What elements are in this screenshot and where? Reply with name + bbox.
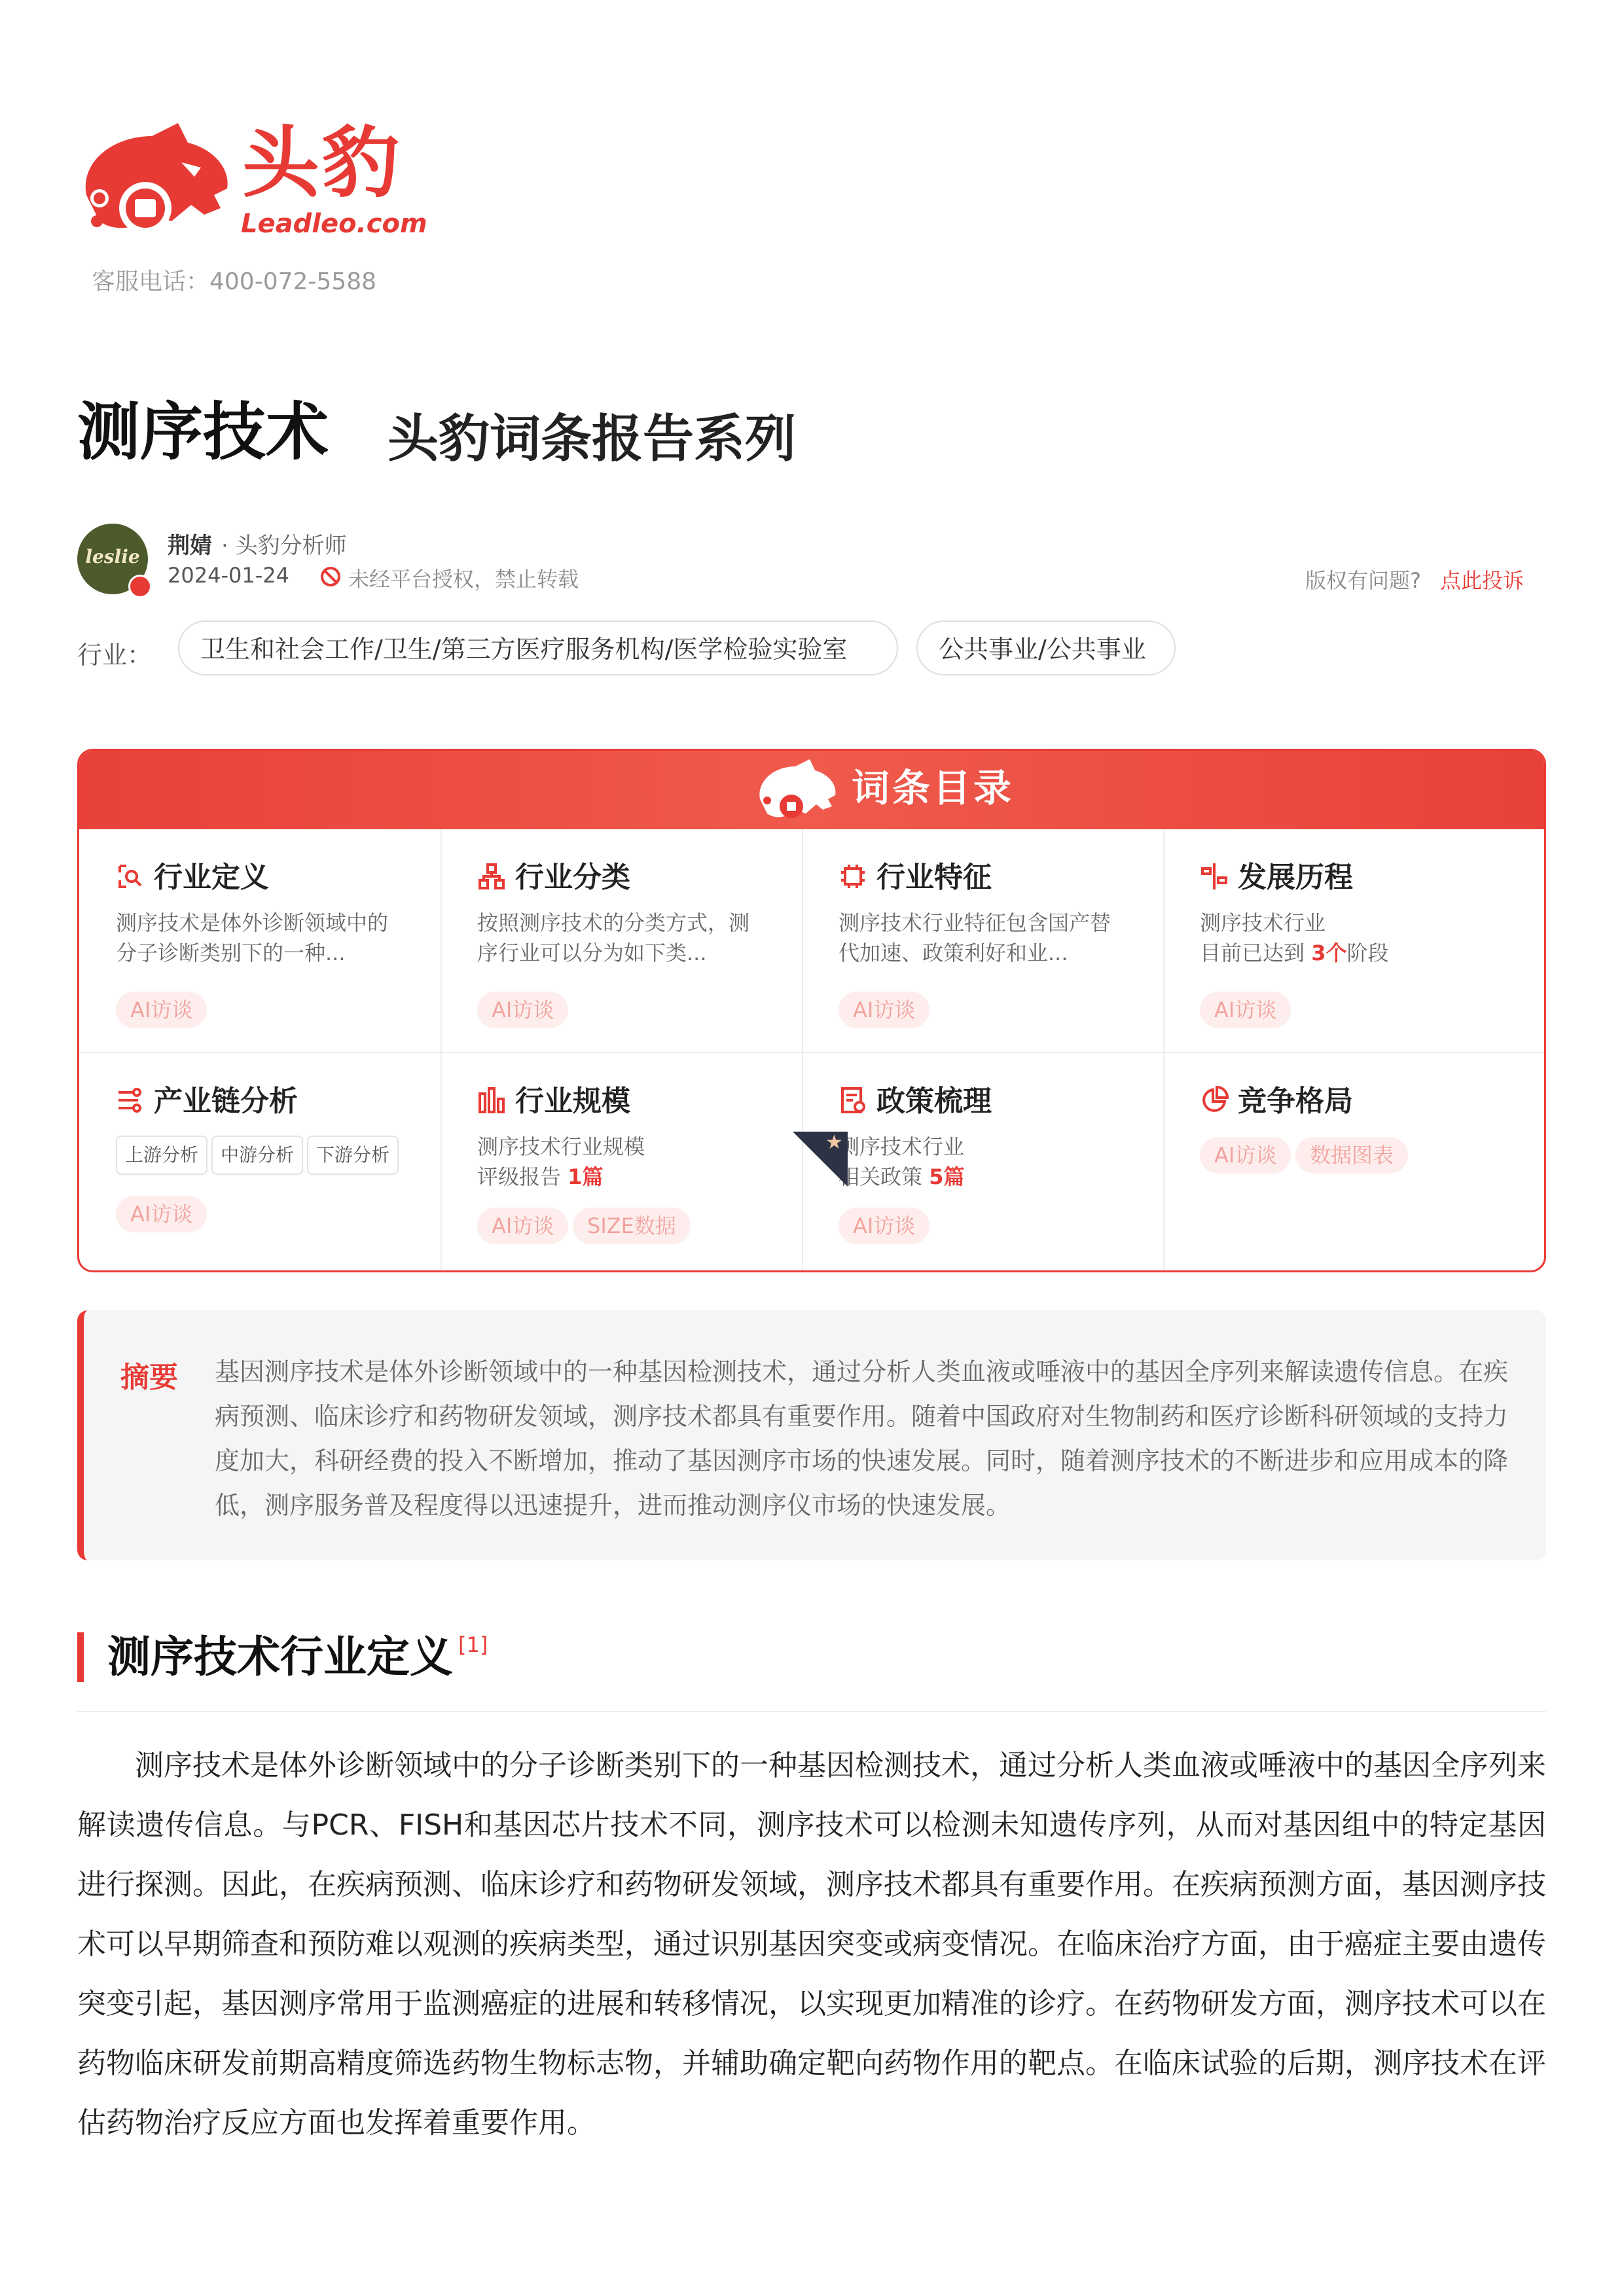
ai-interview-tag[interactable]: AI访谈	[1200, 1137, 1291, 1174]
directory-item-definition[interactable]	[79, 829, 441, 1052]
avatar-signature: leslie	[85, 546, 140, 567]
size-data-tag[interactable]: SIZE数据	[573, 1208, 691, 1244]
directory-item-desc: 按照测序技术的分类方式，测序行业可以分为如下类...	[477, 910, 750, 965]
section-accent-bar	[77, 1632, 84, 1682]
directory-item-features[interactable]	[802, 829, 1163, 1052]
directory-card	[77, 749, 1546, 1272]
prohibited-icon	[319, 565, 342, 588]
report-count: 1篇	[568, 1164, 604, 1189]
desc-line: 测序技术行业	[839, 1134, 965, 1159]
directory-item-title: 行业分类	[515, 861, 630, 894]
stage-count: 3个	[1311, 941, 1347, 965]
summary-box	[77, 1310, 1546, 1560]
hierarchy-icon	[477, 862, 506, 891]
page-subtitle: 头豹词条报告系列	[388, 410, 797, 469]
ai-interview-tag[interactable]: AI访谈	[116, 1196, 207, 1232]
downstream-chip[interactable]: 下游分析	[307, 1136, 399, 1175]
search-doc-icon	[116, 862, 145, 891]
ai-interview-tag[interactable]: AI访谈	[116, 992, 207, 1028]
directory-item-classification[interactable]	[441, 829, 802, 1052]
ai-interview-tag[interactable]: AI访谈	[1200, 992, 1291, 1028]
directory-item-desc	[839, 1132, 1127, 1192]
industry-tag[interactable]: 公共事业/公共事业	[916, 620, 1176, 675]
directory-item-title: 行业特征	[876, 861, 992, 894]
star-icon: ★	[825, 1131, 843, 1154]
directory-item-policy[interactable]	[802, 1053, 1163, 1270]
section-divider	[77, 1711, 1546, 1712]
leopard-logo-icon	[73, 117, 237, 247]
directory-item-history[interactable]	[1163, 829, 1525, 1052]
ai-interview-tag[interactable]: AI访谈	[477, 992, 568, 1028]
desc-prefix: 评级报告	[477, 1164, 562, 1189]
desc-line	[1200, 938, 1488, 968]
midstream-chip[interactable]: 中游分析	[211, 1136, 303, 1175]
summary-text: 基因测序技术是体外诊断领域中的一种基因检测技术，通过分析人类血液或唾液中的基因全序列来解读遗传信息。在疾病预测、临床诊疗和药物研发领域，测序技术都具有重要作用。随着中国政府对生物制药和医疗诊断科研领域的支持力度加大，科研经费的投入不断增加，推动了基因测序市场的快速发展。同时，随着测序技术的不断进步和应用成本的降低，测序服务普及程度得以迅速提升，进而推动测序仪市场的快速发展。	[215, 1357, 1509, 1520]
directory-item-scale[interactable]	[441, 1053, 802, 1270]
directory-grid	[79, 829, 1544, 1270]
directory-item-chain[interactable]	[79, 1053, 441, 1270]
policy-count: 5篇	[929, 1164, 965, 1189]
directory-item-competition[interactable]	[1163, 1053, 1525, 1270]
industry-tag[interactable]: 卫生和社会工作/卫生/第三方医疗服务机构/医学检验实验室	[178, 620, 898, 675]
ai-interview-tag[interactable]: AI访谈	[477, 1208, 568, 1244]
customer-hotline: 客服电话：400-072-5588	[92, 268, 377, 295]
reprint-notice: 未经平台授权，禁止转载	[348, 567, 579, 592]
directory-item-desc	[477, 1132, 765, 1192]
desc-line: 测序技术行业	[1200, 910, 1326, 935]
directory-header	[79, 751, 1544, 829]
chip-icon	[839, 862, 867, 891]
directory-item-desc: 测序技术行业特征包含国产替代加速、政策利好和业...	[839, 910, 1111, 965]
publish-date: 2024-01-24	[168, 563, 289, 588]
author-avatar[interactable]	[77, 524, 148, 594]
section-title: 测序技术行业定义	[107, 1632, 453, 1682]
brand-name: 头豹	[242, 118, 403, 208]
summary-label: 摘要	[120, 1361, 178, 1394]
policy-doc-icon	[839, 1086, 867, 1115]
copyright-question: 版权有问题?	[1305, 568, 1421, 593]
author-role: · 头豹分析师	[221, 533, 347, 559]
directory-item-title: 行业定义	[154, 861, 269, 894]
directory-item-title: 产业链分析	[154, 1085, 298, 1118]
desc-prefix: 目前已达到	[1200, 941, 1305, 965]
directory-item-title: 政策梳理	[876, 1085, 992, 1118]
pie-chart-icon	[1200, 1086, 1229, 1115]
verified-badge-icon	[128, 575, 152, 598]
directory-item-desc: 测序技术是体外诊断领域中的分子诊断类别下的一种...	[116, 910, 389, 965]
ai-interview-tag[interactable]: AI访谈	[839, 1208, 929, 1244]
ai-interview-tag[interactable]: AI访谈	[839, 992, 929, 1028]
timeline-icon	[1200, 862, 1229, 891]
directory-item-title: 竞争格局	[1238, 1085, 1353, 1118]
desc-line: 测序技术行业规模	[477, 1134, 645, 1159]
bar-chart-icon	[477, 1086, 506, 1115]
desc-suffix: 阶段	[1346, 941, 1389, 965]
directory-item-title: 发展历程	[1238, 861, 1353, 894]
desc-line	[477, 1162, 765, 1192]
report-complaint-link[interactable]: 点此投诉	[1440, 568, 1525, 593]
directory-item-desc	[1200, 908, 1488, 968]
directory-title: 词条目录	[852, 766, 1015, 810]
leopard-logo-icon	[753, 756, 839, 828]
industry-label: 行业：	[77, 641, 153, 670]
directory-item-title: 行业规模	[515, 1085, 630, 1118]
brand-domain[interactable]: Leadleo.com	[241, 209, 427, 239]
upstream-chip[interactable]: 上游分析	[116, 1136, 208, 1175]
data-chart-tag[interactable]: 数据图表	[1295, 1137, 1408, 1174]
section-body: 测序技术是体外诊断领域中的分子诊断类别下的一种基因检测技术，通过分析人类血液或唾液中的基因全序列来解读遗传信息。与PCR、FISH和基因芯片技术不同，测序技术可以检测未知遗传序列，从而对基因组中的特定基因进行探测。因此，在疾病预测、临床诊疗和药物研发领域，测序技术都具有重要作用。在疾病预测方面，基因测序技术可以早期筛查和预防难以观测的疾病类型，通过识别基因突变或病变情况。在临床治疗方面，由于癌症主要由遗传突变引起，基因测序常用于监测癌症的进展和转移情况，以实现更加精准的诊疗。在药物研发方面，测序技术可以在药物临床研发前期高精度筛选药物生物标志物，并辅助确定靶向药物作用的靶点。在临床试验的后期，测序技术在评估药物治疗反应方面也发挥着重要作用。	[77, 1749, 1546, 2140]
desc-line	[839, 1162, 1127, 1192]
reference-link[interactable]: [1]	[458, 1632, 488, 1657]
desc-prefix: 相关政策	[839, 1164, 923, 1189]
page-title: 测序技术	[77, 395, 329, 469]
chain-flow-icon	[116, 1086, 145, 1115]
author-name[interactable]: 荆婧	[168, 533, 212, 559]
